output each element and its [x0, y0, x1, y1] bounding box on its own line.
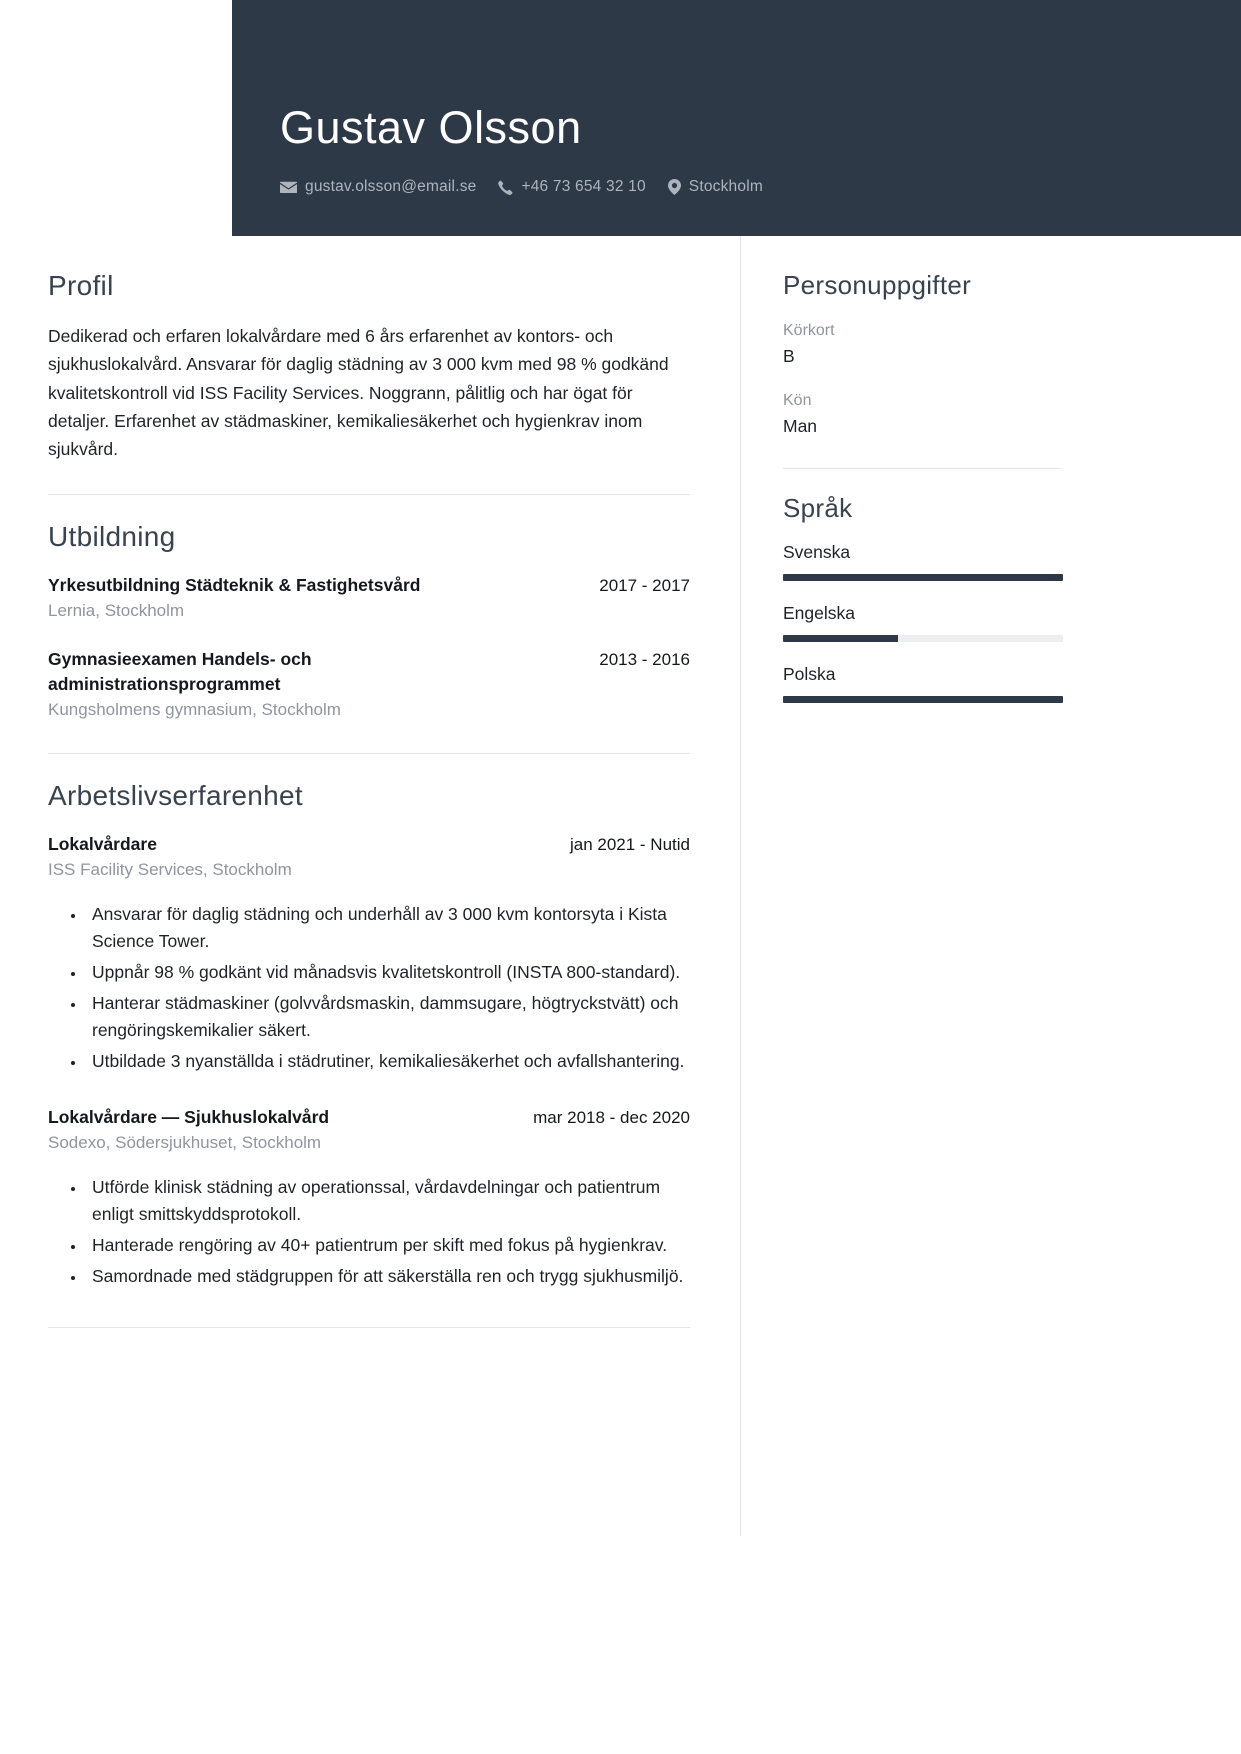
list-item: • Uppnår 98 % godkänt vid månadsvis kvalitetskontroll (INSTA 800-standard).: [86, 959, 690, 986]
contact-location-text: Stockholm: [688, 178, 763, 195]
phone-icon: [498, 180, 513, 195]
side-column: [740, 236, 1241, 1536]
personal-detail: [783, 319, 1061, 369]
language-level-fill: [783, 635, 898, 642]
education-entry-title: Yrkesutbildning Städteknik & Fastighetsvård: [48, 574, 421, 595]
language-level-bar: [783, 635, 1063, 642]
resume-body: [0, 236, 1241, 1536]
contact-location[interactable]: [668, 178, 763, 196]
resume-header: [232, 0, 1241, 236]
divider-education-experience: [48, 753, 690, 754]
language-item: [783, 542, 1061, 581]
divider-personal-languages: [783, 468, 1061, 469]
main-column: [0, 236, 740, 1536]
personal-detail-label: Kön: [783, 392, 812, 410]
experience-entry-title: Lokalvårdare — Sjukhuslokalvård: [48, 1107, 330, 1128]
personal-detail: [783, 389, 1061, 439]
contact-phone-text: +46 73 654 32 10: [521, 178, 646, 195]
experience-entry-employer: Sodexo, Södersjukhuset, Stockholm: [48, 1133, 322, 1153]
experience-entry-date: jan 2021 - Nutid: [569, 834, 690, 854]
language-level-fill: [783, 574, 1063, 581]
list-item: • Utbildade 3 nyanställda i städrutiner, kemikaliesäkerhet och avfallshantering.: [86, 1048, 690, 1075]
education-entry-head: [48, 647, 690, 697]
education-entry-school: Lernia, Stockholm: [48, 600, 185, 620]
languages-heading: Språk: [783, 492, 853, 523]
personal-detail-value: B: [783, 346, 795, 366]
experience-bullets: [48, 901, 690, 1076]
experience-entry-head: [48, 832, 690, 857]
education-entry-date: 2017 - 2017: [599, 575, 690, 595]
section-languages: [783, 493, 1061, 703]
education-entry-school: Kungsholmens gymnasium, Stockholm: [48, 700, 341, 720]
divider-experience-end: [48, 1327, 690, 1328]
experience-entry-date: mar 2018 - dec 2020: [533, 1108, 690, 1128]
language-item: [783, 664, 1061, 703]
education-entry: [48, 573, 690, 624]
envelope-icon: [280, 181, 297, 194]
list-item: • Utförde klinisk städning av operationssal, vårdavdelningar och patientrum enligt smittskyddsprotokoll.: [86, 1174, 690, 1228]
contact-phone[interactable]: [498, 178, 645, 196]
divider-profile-education: [48, 494, 690, 495]
education-entry-head: [48, 573, 690, 598]
personal-detail-value: Man: [783, 416, 818, 437]
language-item: [783, 603, 1061, 642]
candidate-name: Gustav Olsson: [280, 101, 582, 153]
section-personal-details: [783, 270, 1061, 440]
list-item: • Ansvarar för daglig städning och underhåll av 3 000 kvm kontorsyta i Kista Science Tower.: [86, 901, 690, 955]
contact-email[interactable]: [280, 178, 476, 196]
education-entry-date: 2013 - 2016: [599, 650, 690, 670]
profile-text: Dedikerad och erfaren lokalvårdare med 6 års erfarenhet av kontors- och sjukhuslokalvård. Ansvarar för daglig städning av 3 000 kvm med 98 % godkänd kvalitetskontroll vid ISS Facility Services. Noggrann, pålitlig och har ögat för detaljer. Erfarenhet av städmaskiner, kemikaliesäkerhet och hygienkrav inom sjukvård.: [48, 326, 669, 460]
experience-entry: [48, 1105, 690, 1290]
section-education: [48, 521, 690, 723]
education-heading: Utbildning: [48, 520, 176, 552]
language-level-bar: [783, 696, 1063, 703]
language-name: Svenska: [783, 541, 851, 562]
location-pin-icon: [668, 179, 681, 195]
language-level-fill: [783, 696, 1063, 703]
section-experience: [48, 780, 690, 1291]
contact-row: [280, 178, 1241, 196]
language-level-bar: [783, 574, 1063, 581]
experience-entry: [48, 832, 690, 1076]
contact-email-text: gustav.olsson@email.se: [305, 178, 477, 195]
experience-entry-title: Lokalvårdare: [48, 833, 157, 854]
section-profile: [48, 270, 690, 464]
personal-detail-label: Körkort: [783, 322, 835, 339]
personal-details-heading: Personuppgifter: [783, 270, 972, 300]
language-name: Polska: [783, 663, 836, 684]
experience-bullets: [48, 1174, 690, 1291]
list-item: • Samordnade med städgruppen för att säkerställa ren och trygg sjukhusmiljö.: [86, 1263, 690, 1290]
profile-heading: Profil: [48, 270, 114, 301]
experience-entry-employer: ISS Facility Services, Stockholm: [48, 859, 292, 879]
list-item: • Hanterar städmaskiner (golvvårdsmaskin, dammsugare, högtryckstvätt) och rengöringskemikalier säkert.: [86, 990, 690, 1044]
education-entry-title: Gymnasieexamen Handels- och administrationsprogrammet: [48, 649, 312, 695]
experience-entry-head: [48, 1105, 690, 1130]
education-entry: [48, 647, 690, 722]
list-item: • Hanterade rengöring av 40+ patientrum per skift med fokus på hygienkrav.: [86, 1232, 690, 1259]
language-name: Engelska: [783, 602, 855, 623]
experience-heading: Arbetslivserfarenhet: [48, 779, 304, 811]
